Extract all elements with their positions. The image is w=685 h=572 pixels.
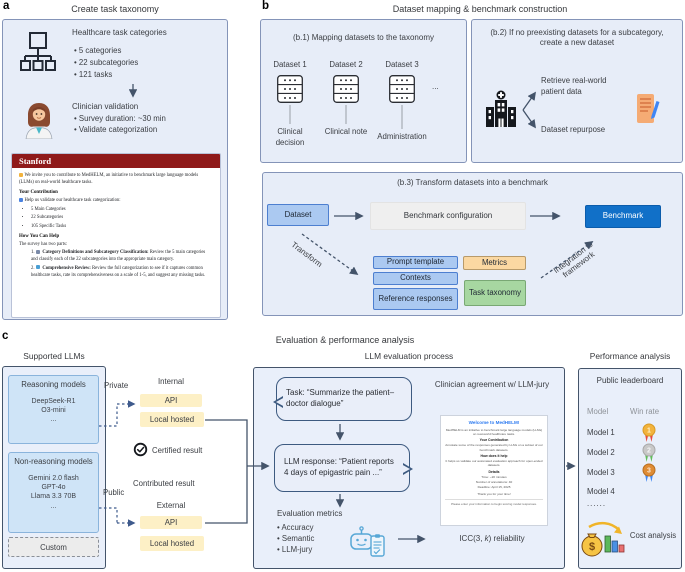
leaderboard-row: Model 4 xyxy=(587,487,615,496)
contributed-result-label: Contributed result xyxy=(133,479,195,488)
reasoning-model: O3-mini xyxy=(41,406,66,414)
medhelm-card-detail: Deadline: April 15, 2025 xyxy=(477,485,511,490)
cost-analysis-icon xyxy=(581,520,625,558)
lightbulb-icon xyxy=(19,173,23,177)
svg-text:2: 2 xyxy=(647,447,651,455)
external-api-box: API xyxy=(140,516,202,529)
survey-help-heading: How You Can Help xyxy=(19,233,60,239)
medhelm-card-detail: Number of annotations: 40 xyxy=(475,480,513,485)
llm-response-bubble: LLM response: “Patient reports 4 days of epigastric pain ...” xyxy=(274,444,410,492)
metrics-box: Metrics xyxy=(463,256,526,270)
medhelm-card-heading: Your Contribution xyxy=(479,438,509,443)
supported-llms-title: Supported LLMs xyxy=(23,351,85,361)
panel-c-title: Evaluation & performance analysis xyxy=(275,335,415,345)
medhelm-card-heading: Details xyxy=(488,470,500,475)
medhelm-card-intro: MedHELM is an initiative to benchmark large language models (LLMs) on real-world healthcare tasks. xyxy=(445,427,543,436)
survey-help-item: 2. Comprehensive Review: Review the full categorization to see if it captures common healthcare tasks, rate its comprehensiveness on a scale of 1-5, and suggest any missing tasks. xyxy=(31,265,206,278)
hosting-junction-line xyxy=(205,420,247,523)
benchmark-config-box: Benchmark configuration xyxy=(370,202,526,230)
taxonomy-heading: Healthcare task categories xyxy=(72,28,167,37)
gold-medal-icon xyxy=(641,423,657,443)
non-reasoning-model: Llama 3.3 70B xyxy=(30,493,77,501)
performance-title: Performance analysis xyxy=(589,351,671,361)
dataset-category: Administration xyxy=(377,132,427,141)
survey-help-lead: The survey has two parts: xyxy=(19,242,68,247)
survey-bullet: • 105 Specific Tasks xyxy=(31,223,213,230)
internal-api-box: API xyxy=(140,394,202,407)
svg-text:$: $ xyxy=(588,541,596,553)
evaluation-metric: • LLM-jury xyxy=(277,545,313,554)
medhelm-card-detail: Time: ~20 minutes xyxy=(481,475,507,480)
taxonomy-bullet: • 22 subcategories xyxy=(74,58,139,67)
reasoning-model: DeepSeek-R1 xyxy=(31,397,76,405)
external-heading: External xyxy=(156,501,186,510)
external-local-hosted-box: Local hosted xyxy=(140,536,204,551)
document-pen-icon xyxy=(636,92,660,126)
medhelm-card-text: It helps us validate our automated evaluation approach for open-ended datasets. xyxy=(445,459,543,468)
transform-label: Transform xyxy=(289,240,324,269)
dataset-category: Clinical note xyxy=(324,127,368,136)
evaluation-metrics-heading: Evaluation metrics xyxy=(277,509,343,518)
medhelm-survey-card xyxy=(440,415,548,526)
stanford-survey-card xyxy=(11,153,221,318)
taxonomy-bullet: • 121 tasks xyxy=(74,70,113,79)
database-icon xyxy=(333,75,359,103)
dataset-name: Dataset 3 xyxy=(385,60,419,69)
hospital-icon xyxy=(484,90,518,128)
panel-a-label: a xyxy=(3,0,10,12)
leaderboard-heading: Public leaderboard xyxy=(596,376,664,385)
non-reasoning-model: GPT-4o xyxy=(41,483,66,491)
private-label: Private xyxy=(104,381,129,390)
cost-analysis-label: Cost analysis xyxy=(629,531,677,540)
bronze-medal-icon xyxy=(641,463,657,483)
dataset-name: Dataset 2 xyxy=(329,60,363,69)
certified-result-label: Certified result xyxy=(152,446,203,455)
llm-jury-robot-icon xyxy=(350,525,386,559)
icc-reliability-label: ICC(3, k) reliability xyxy=(459,534,525,543)
internal-heading: Internal xyxy=(157,377,184,386)
leaderboard-row: Model 1 xyxy=(587,428,615,437)
validation-bullet: • Survey duration: ~30 min xyxy=(74,114,166,123)
leaderboard-row-ellipsis: ...... xyxy=(587,499,606,508)
taxonomy-bullet: • 5 categories xyxy=(74,46,122,55)
contexts-box: Contexts xyxy=(373,272,458,285)
taxonomy-hierarchy-icon xyxy=(19,31,57,79)
panel-a-title: Create task taxonomy xyxy=(71,4,159,14)
database-icon xyxy=(277,75,303,103)
medhelm-card-heading: How does it help xyxy=(480,454,508,459)
b1-title: (b.1) Mapping datasets to the taxonomy xyxy=(293,33,434,42)
silver-medal-icon xyxy=(641,443,657,463)
b2-option-top: Retrieve real-world patient data xyxy=(541,76,607,96)
panel-c-label: c xyxy=(2,330,9,342)
database-icon xyxy=(389,75,415,103)
survey-contribution-heading: Your Contribution xyxy=(19,190,58,196)
benchmark-box: Benchmark xyxy=(585,205,661,228)
evaluation-metric: • Semantic xyxy=(277,534,315,543)
public-label: Public xyxy=(103,488,125,497)
validation-bullet: • Validate categorization xyxy=(74,125,158,134)
certified-seal-icon xyxy=(133,442,148,457)
dataset-category: Clinical decision xyxy=(275,127,305,147)
svg-text:1: 1 xyxy=(647,427,651,435)
leaderboard-col-winrate: Win rate xyxy=(630,407,660,416)
reasoning-heading: Reasoning models xyxy=(21,380,86,389)
validation-heading: Clinician validation xyxy=(72,102,139,111)
clinician-agreement-heading: Clinician agreement w/ LLM-jury xyxy=(434,380,550,389)
panel-b-label: b xyxy=(262,0,270,12)
task-bubble: Task: “Summarize the patient–doctor dialogue” xyxy=(276,377,412,421)
llm-evaluation-title: LLM evaluation process xyxy=(364,351,454,361)
panel-b-title: Dataset mapping & benchmark construction xyxy=(392,4,568,14)
non-reasoning-heading: Non-reasoning models xyxy=(14,457,93,466)
non-reasoning-model: Gemini 2.0 flash xyxy=(28,474,79,482)
dataset-box: Dataset xyxy=(267,204,329,226)
leaderboard-row: Model 3 xyxy=(587,468,615,477)
survey-bullet: • 5 Main Categories xyxy=(31,206,213,213)
clinician-avatar xyxy=(24,101,54,139)
reference-responses-box: Reference responses xyxy=(373,288,458,310)
memo-icon xyxy=(36,265,40,269)
non-reasoning-models-box xyxy=(8,452,99,533)
bar-chart-icon xyxy=(19,198,23,202)
task-taxonomy-box: Task taxonomy xyxy=(464,280,526,306)
magnifier-icon xyxy=(36,250,40,254)
custom-model-box: Custom xyxy=(8,537,99,557)
survey-help-item: 1. Category Definitions and Subcategory Classification: Review the 5 main categories and classify each of the 22 subcategories into the appropriate main category. xyxy=(31,250,206,263)
medhelm-card-thanks: Thank you for your time! xyxy=(477,491,511,496)
reasoning-model: ... xyxy=(50,416,57,424)
internal-local-hosted-box: Local hosted xyxy=(140,412,204,427)
b3-title: (b.3) Transform datasets into a benchmark xyxy=(397,178,548,187)
medhelm-card-title: Welcome to MedHELM! xyxy=(468,420,520,425)
evaluation-metric: • Accuracy xyxy=(277,523,314,532)
non-reasoning-model: ... xyxy=(50,502,57,510)
dataset-name: Dataset 1 xyxy=(273,60,307,69)
medhelm-card-footer: Please enter your information to begin scoring model responses. xyxy=(445,499,543,506)
medhelm-card-text: Annotate some of the responses generated by LLMs on a subset of our benchmark datasets. xyxy=(445,443,543,452)
stanford-banner: Stanford xyxy=(12,154,220,168)
prompt-template-box: Prompt template xyxy=(373,256,458,269)
leaderboard-row: Model 2 xyxy=(587,448,615,457)
survey-bullet: • 22 Subcategories xyxy=(31,214,213,221)
b2-title: (b.2) If no preexisting datasets for a subcategory, create a new dataset xyxy=(490,28,664,48)
survey-intro: We invite you to contribute to MedHELM, an initiative to benchmark large language models (LLMs) on real-world healthcare tasks. xyxy=(19,173,199,186)
reasoning-models-box xyxy=(8,375,99,444)
leaderboard-col-model: Model xyxy=(587,407,609,416)
svg-text:3: 3 xyxy=(647,467,651,475)
datasets-ellipsis: ... xyxy=(432,82,439,91)
survey-contribution-lead: Help us validate our healthcare task categorization: xyxy=(24,198,121,204)
integration-label: Integration to framework xyxy=(551,239,597,280)
b2-option-bottom: Dataset repurpose xyxy=(541,125,606,134)
